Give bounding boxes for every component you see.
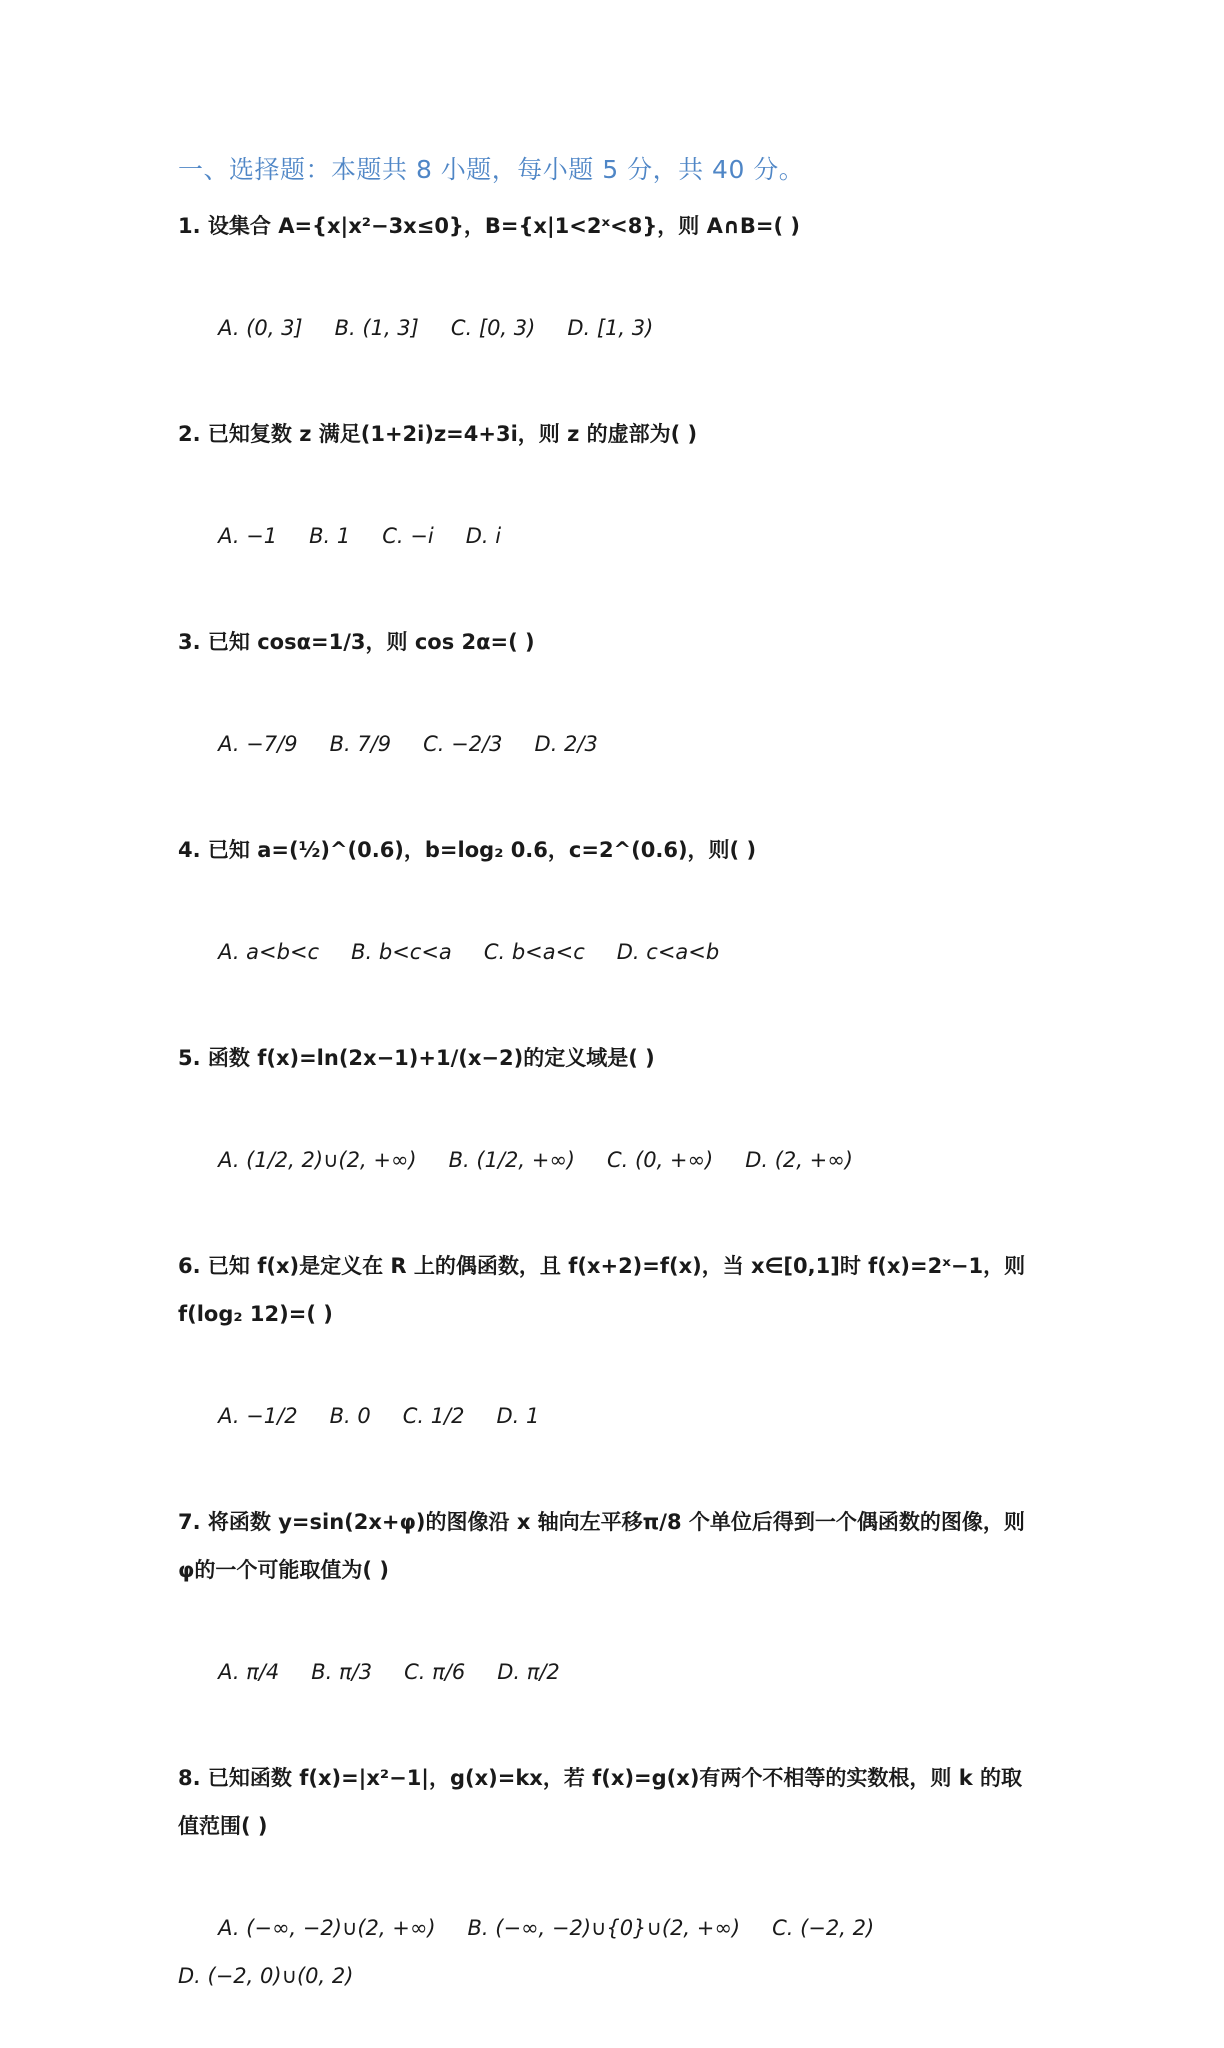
- question-1-options: [178, 256, 1038, 400]
- question-section: [178, 148, 1038, 2048]
- option-a: A. (1/2, 2)∪(2, +∞): [218, 1148, 417, 1172]
- option-b: B. (1, 3]: [334, 316, 419, 340]
- option-b: B. b<c<a: [351, 940, 452, 964]
- section-title: 一、选择题：本题共 8 小题，每小题 5 分，共 40 分。: [178, 155, 805, 184]
- option-d: D. 2/3: [534, 732, 598, 756]
- option-d: D. 1: [496, 1404, 540, 1428]
- question-2-options: [178, 464, 1038, 608]
- question-3: 3. 已知 cosα=1/3，则 cos 2α=( ): [178, 630, 535, 654]
- option-c: C. [0, 3): [450, 316, 536, 340]
- option-c: C. π/6: [404, 1660, 466, 1684]
- option-b: B. (1/2, +∞): [448, 1148, 576, 1172]
- option-d: D. (−2, 0)∪(0, 2): [178, 1964, 354, 1988]
- option-a: A. −1: [218, 524, 278, 548]
- option-b: B. 1: [309, 524, 351, 548]
- option-a: A. −1/2: [218, 1404, 298, 1428]
- option-c: C. −2/3: [423, 732, 503, 756]
- option-d: D. c<a<b: [616, 940, 720, 964]
- question-7-options: [178, 1600, 1038, 1744]
- option-a: A. (−∞, −2)∪(2, +∞): [218, 1916, 436, 1940]
- option-c: C. (−2, 2): [772, 1916, 875, 1940]
- question-5-options: [178, 1088, 1038, 1232]
- question-2: 2. 已知复数 z 满足(1+2i)z=4+3i，则 z 的虚部为( ): [178, 422, 698, 446]
- question-7: 7. 将函数 y=sin(2x+φ)的图像沿 x 轴向左平移π/8 个单位后得到一个偶函数的图像，则φ的一个可能取值为( ): [178, 1510, 1025, 1582]
- question-6: 6. 已知 f(x)是定义在 R 上的偶函数，且 f(x+2)=f(x)，当 x∈[0,1]时 f(x)=2ˣ−1，则 f(log₂ 12)=( ): [178, 1254, 1033, 1326]
- option-a: A. (0, 3]: [218, 316, 303, 340]
- option-a: A. a<b<c: [218, 940, 320, 964]
- option-c: C. −i: [382, 524, 434, 548]
- option-a: A. −7/9: [218, 732, 298, 756]
- option-d: D. [1, 3): [567, 316, 654, 340]
- option-b: B. 7/9: [329, 732, 392, 756]
- option-d: D. π/2: [497, 1660, 560, 1684]
- option-d: D. i: [465, 524, 502, 548]
- option-a: A. π/4: [218, 1660, 280, 1684]
- question-6-options: [178, 1344, 1038, 1488]
- question-4: 4. 已知 a=(½)^(0.6)，b=log₂ 0.6，c=2^(0.6)，则( ): [178, 838, 757, 862]
- option-b: B. 0: [329, 1404, 371, 1428]
- question-8-options: [178, 1856, 1038, 2048]
- option-c: C. 1/2: [402, 1404, 465, 1428]
- option-d: D. (2, +∞): [745, 1148, 853, 1172]
- option-b: B. π/3: [311, 1660, 373, 1684]
- question-8: 8. 已知函数 f(x)=|x²−1|，g(x)=kx，若 f(x)=g(x)有两个不相等的实数根，则 k 的取值范围( ): [178, 1766, 1022, 1838]
- question-3-options: [178, 672, 1038, 816]
- option-c: C. b<a<c: [483, 940, 585, 964]
- question-4-options: [178, 880, 1038, 1024]
- question-1: 1. 设集合 A={x|x²−3x≤0}，B={x|1<2ˣ<8}，则 A∩B=( ): [178, 214, 801, 238]
- option-c: C. (0, +∞): [607, 1148, 714, 1172]
- option-b: B. (−∞, −2)∪{0}∪(2, +∞): [467, 1916, 741, 1940]
- question-5: 5. 函数 f(x)=ln(2x−1)+1/(x−2)的定义域是( ): [178, 1046, 655, 1070]
